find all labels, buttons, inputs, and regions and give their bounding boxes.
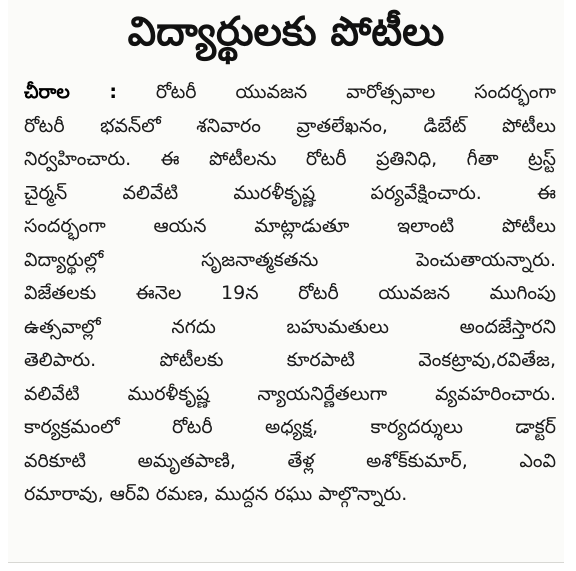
- article-line: వరికూటి అమృతపాణి, తేళ్ల అశోక్‌కుమార్, ఎంవి: [24, 449, 556, 472]
- headline: విద్యార్థులకు పోటీలు: [127, 9, 445, 55]
- newspaper-clipping: [8, 0, 564, 563]
- article-body: [24, 76, 556, 512]
- article-line: తెలిపారు. పోటీలకు కూరపాటి వెంకట్రావు,రవితేజ,: [24, 349, 556, 371]
- article-line-text: రోటరీ యువజన వారోత్సవాల సందర్భంగా: [155, 81, 556, 103]
- article-line: రమారావు, ఆర్‌వి రమణ, ముద్దన రఘు పాల్గొన్నారు.: [24, 483, 408, 505]
- article-line: కార్యక్రమంలో రోటరీ అధ్యక్ష, కార్యదర్శులు డాక్టర్: [24, 416, 556, 438]
- article-line: నిర్వహించారు. ఈ పోటీలను రోటరీ ప్రతినిధి, గీతా ట్రస్ట్: [24, 148, 556, 170]
- article-line: రోటరీ భవన్‌లో శనివారం వ్రాతలేఖనం, డిబేట్ పోటీలు: [24, 114, 556, 137]
- article-line: సందర్భంగా ఆయన మాట్లాడుతూ ఇలాంటి పోటీలు: [24, 215, 556, 237]
- article-line: విజేతలకు ఈనెల 19న రోటరీ యువజన ముగింపు: [24, 282, 556, 304]
- dateline: చీరాల :: [24, 81, 117, 103]
- article-line: వలివేటి మురళీకృష్ణ న్యాయనిర్ణేతలుగా వ్యవహరించారు.: [24, 382, 556, 405]
- article-line: [24, 76, 556, 110]
- article-line: విద్యార్థుల్లో సృజనాత్మకతను పెంచుతాయన్నారు.: [24, 248, 556, 271]
- article-line: ఉత్సవాల్లో నగదు బహుమతులు అందజేస్తారని: [24, 315, 556, 338]
- article-line: చైర్మన్ వలివేటి మురళీకృష్ణ పర్యవేక్షించారు. ఈ: [24, 181, 556, 204]
